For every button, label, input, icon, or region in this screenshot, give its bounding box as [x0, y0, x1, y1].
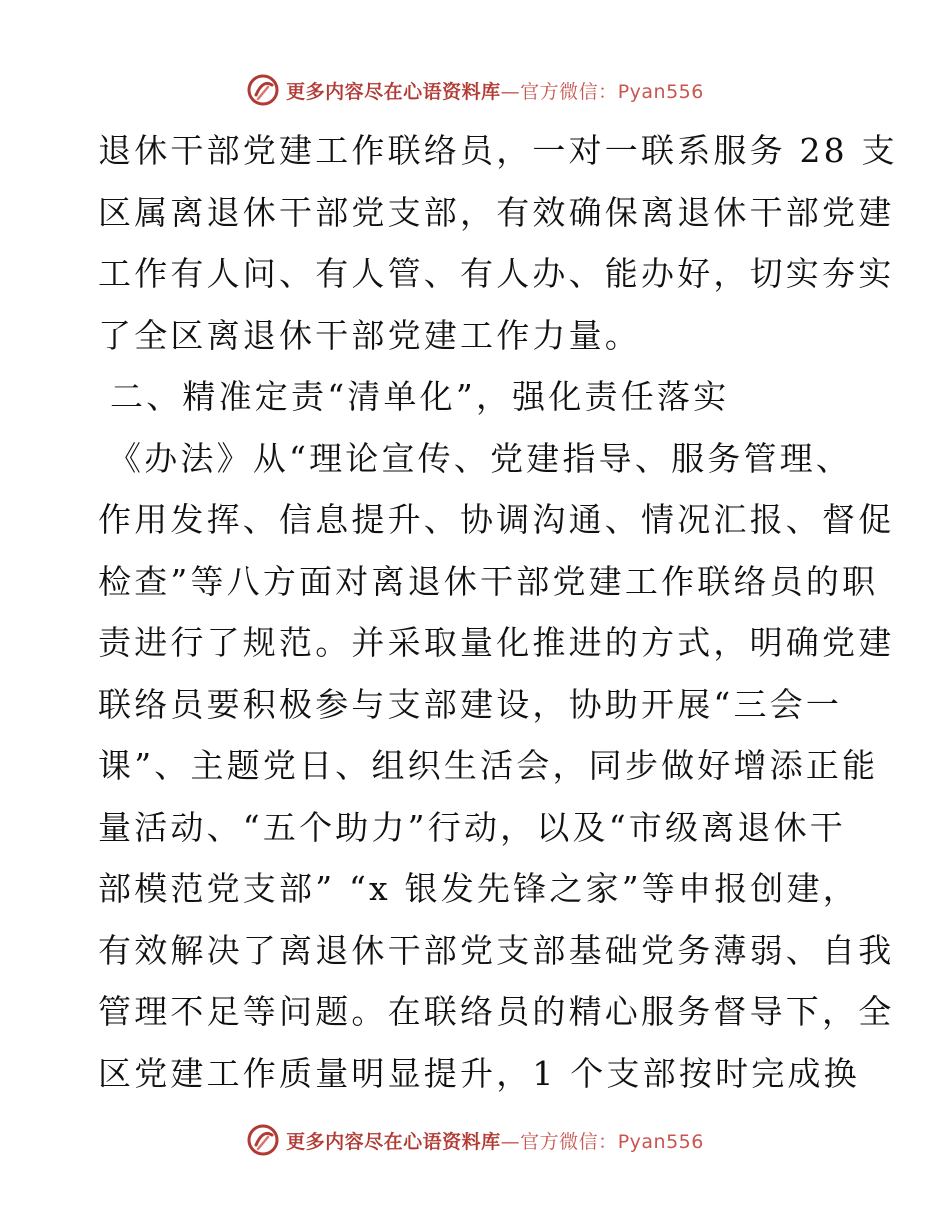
header-watermark-banner: [0, 70, 950, 110]
paragraph-line: 有效解决了离退休干部党支部基础党务薄弱、自我: [98, 930, 895, 970]
paragraph-line: 《办法》从“理论宣传、党建指导、服务管理、: [108, 438, 853, 478]
paragraph-line: 作用发挥、信息提升、协调沟通、情况汇报、督促: [98, 500, 895, 539]
header-wechat-id: Pyan556: [617, 80, 704, 103]
footer-watermark-banner: [0, 1120, 950, 1160]
paragraph-line: 管理不足等问题。在联络员的精心服务督导下，全: [98, 992, 895, 1031]
paragraph-line: 检查”等八方面对离退休干部党建工作联络员的职: [98, 561, 879, 601]
paragraph-line: 课”、主题党日、组织生活会，同步做好增添正能: [98, 746, 879, 785]
footer-site-text: 更多内容尽在心语资料库: [286, 1130, 501, 1153]
paragraph-line: 区党建工作质量明显提升，1 个支部按时完成换: [98, 1053, 860, 1093]
footer-wechat-id: Pyan556: [617, 1130, 704, 1153]
footer-banner-text: [286, 1127, 704, 1154]
footer-separator: —: [500, 1130, 521, 1153]
header-separator: —: [500, 80, 521, 103]
paragraph-line: 责进行了规范。并采取量化推进的方式，明确党建: [98, 623, 895, 662]
paragraph-line: 了全区离退休干部党建工作力量。: [98, 315, 641, 355]
section-heading: 二、精准定责“清单化”，强化责任落实: [110, 377, 730, 416]
header-site-text: 更多内容尽在心语资料库: [286, 80, 501, 103]
paragraph-line: 区属离退休干部党支部，有效确保离退休干部党建: [98, 192, 895, 232]
header-banner-text: [286, 77, 704, 104]
brand-logo-icon: [246, 73, 280, 107]
document-body: [98, 120, 898, 1104]
paragraph-line: 部模范党支部” “x 银发先锋之家”等申报创建，: [98, 869, 860, 908]
paragraph-line: 量活动、“五个助力”行动，以及“市级离退休干: [98, 807, 847, 847]
paragraph-line: 联络员要积极参与支部建设，协助开展“三会一: [98, 684, 843, 724]
header-wechat-label: 官方微信：: [520, 80, 618, 103]
paragraph-line: 退休干部党建工作联络员，一对一联系服务 28 支: [98, 131, 898, 170]
paragraph-line: 工作有人问、有人管、有人办、能办好，切实夯实: [98, 254, 895, 293]
footer-wechat-label: 官方微信：: [520, 1130, 618, 1153]
brand-logo-icon: [246, 1123, 280, 1157]
